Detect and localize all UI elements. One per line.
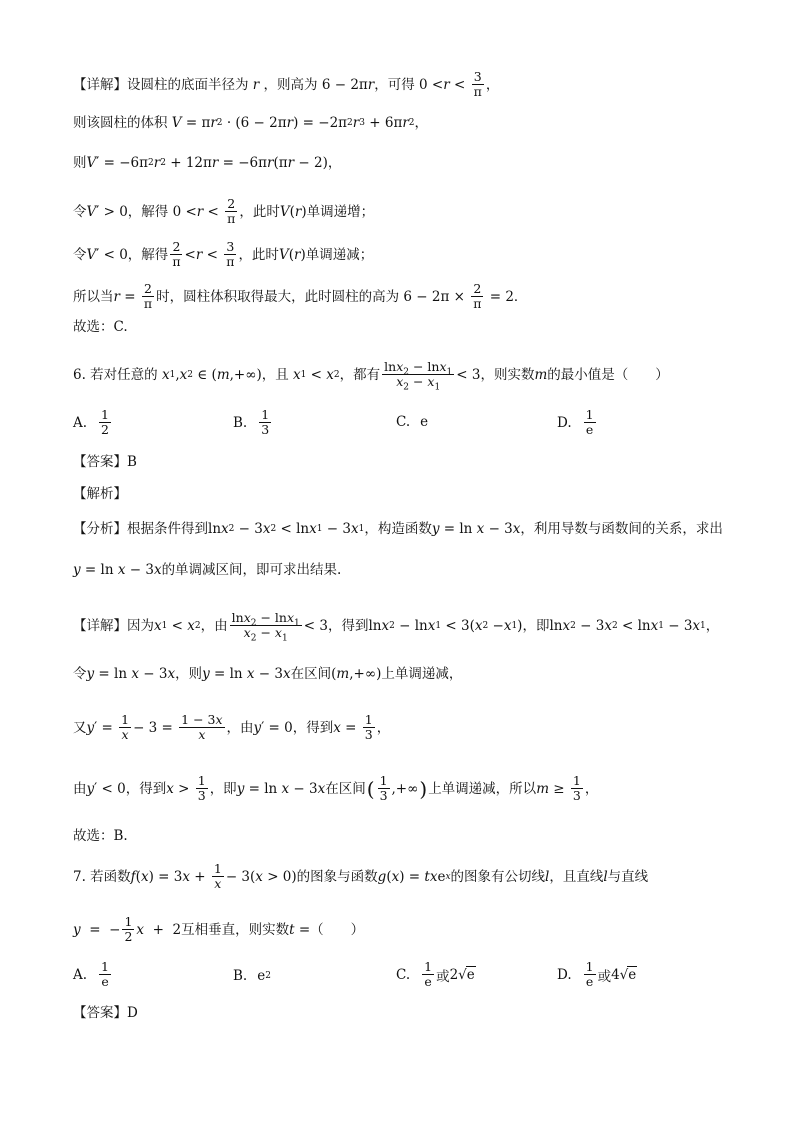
text-line: 又 y ′ = $\frac{1}{x}$ − 3 = $\frac{1 - 3x}{x}$ ，由 y ′ = 0，得到 x = $\frac{1}{3}$ ，	[73, 712, 391, 742]
text-line: 则 V ′ = −6π 2 r 2 + 12π r = −6π r (π r − 2)，	[73, 155, 342, 171]
option-c[interactable]: C. e	[396, 414, 429, 430]
analysis-heading: 【解析】	[73, 486, 127, 502]
option-b[interactable]: B. $\frac{1}{3}$	[233, 407, 270, 437]
text-line: 故选：B.	[73, 828, 128, 844]
text-line: 【详解】因为 x 1 < x 2 ，由 $\frac{\ln x_2 - \ln x_1}{x_2 - x_1}$ < 3，得到 ln x 2 − ln x 1 < 3( x 2 − x 1 )，即 ln x 2 − 3 x 2 < ln x 1 − 3 x 1 ，	[73, 610, 720, 644]
text-line: 令 V ′ > 0，解得 0 < r < $\frac{2}{\pi}$ ，此时 V ( r )单调递增；	[73, 196, 375, 226]
option-b[interactable]: B. e 2	[233, 968, 271, 984]
question-7: 7. 若函数 f ( x ) = 3 x + $\frac{1}{x}$ − 3( x > 0)的图象与函数 g ( x ) = tx e x 的图象有公切线 l ，且直线 l 与直线	[73, 861, 649, 891]
option-d[interactable]: D. $\frac{1}{e}$ 或 4√ e	[557, 959, 637, 989]
text-line: 【分析】根据条件得到 ln x 2 − 3 x 2 < ln x 1 − 3 x 1 ，构造函数 y = ln x − 3 x ，利用导数与函数间的关系，求出	[73, 521, 723, 537]
text-line: 所以当 r = $\frac{2}{\pi}$ 时，圆柱体积取得最大，此时圆柱的高为 6 − 2π × $\frac{2}{\pi}$ = 2．	[73, 281, 528, 311]
answer: 【答案】B	[73, 454, 137, 470]
text-line: 故选：C.	[73, 319, 128, 335]
text-line: 令 V ′ < 0，解得 $\frac{2}{\pi}$ < r < $\frac{3}{\pi}$ ，此时 V ( r )单调递减；	[73, 239, 374, 269]
text-line: 由 y ′ < 0，得到 x > $\frac{1}{3}$ ，即 y = ln x − 3 x 在区间 ( $\frac{1}{3}$ ,+∞ ) 上单调递减，所以 m ≥ $\frac{1}{3}$ ，	[73, 773, 599, 803]
option-d[interactable]: D. $\frac{1}{e}$	[557, 407, 594, 437]
option-a[interactable]: A. $\frac{1}{e}$	[73, 959, 109, 989]
text-line: 则该圆柱的体积 V = π r 2 · (6 − 2π r ) = −2π 2 r 3 + 6π r 2 ，	[73, 115, 429, 131]
option-a[interactable]: A. $\frac{1}{2}$	[73, 407, 109, 437]
option-c[interactable]: C. $\frac{1}{e}$ 或 2√ e	[396, 959, 475, 989]
answer: 【答案】D	[73, 1005, 138, 1021]
question-7-cont: y = − $\frac{1}{2}$ x + 2互相垂直，则实数 t =（ ）	[73, 914, 365, 944]
text-line: 【详解】设圆柱的底面半径为 r ，则高为 6 − 2π r ，可得 0 < r < $\frac{3}{\pi}$ ，	[73, 69, 500, 99]
text-line: 令 y = ln x − 3 x ，则 y = ln x − 3 x 在区间( m ,+∞)上单调递减，	[73, 666, 463, 682]
text-line: y = ln x − 3 x 的单调减区间，即可求出结果.	[73, 562, 342, 578]
question-6: 6. 若对任意的 x 1 , x 2 ∈ ( m ,+∞)，且 x 1 < x 2 ，都有 $\frac{\ln x_2 - \ln x_1}{x_2 - x_1}$ < 3，则实数 m 的最小值是（ ）	[73, 359, 669, 393]
